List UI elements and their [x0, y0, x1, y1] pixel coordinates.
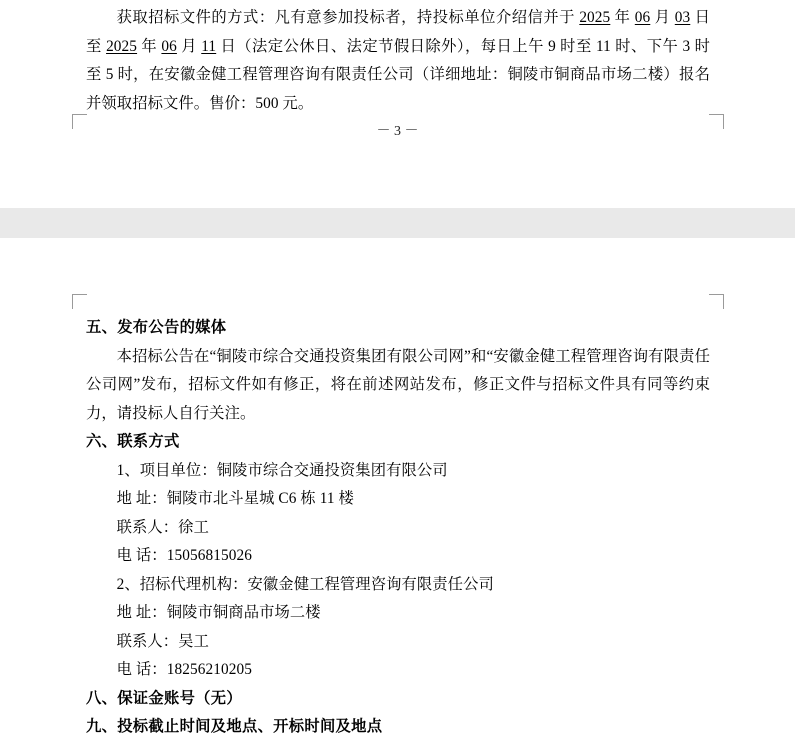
page-number-top: － 3 － [376, 124, 419, 139]
paragraph-tender-documents: 获取招标文件的方式：凡有意参加投标者，持投标单位介绍信并于 2025 年 06 月 03 日至 2025 年 06 月 11 日（法定公休日、法定节假日除外），每日上午 9 时至 11 时、下午 3 时至 5 时，在安徽金健工程管理咨询有限责任公司（详细地址：铜陵市铜商品市场二楼）报名并领取招标文件。售价：500 元。 [86, 9, 711, 112]
contact-line-owner: 1、项目单位：铜陵市综合交通投资集团有限公司 [116, 461, 448, 479]
paragraph-media: 本招标公告在“铜陵市综合交通投资集团有限公司网”和“安徽金健工程管理咨询有限责任公司网”发布，招标文件如有修正，将在前述网站发布，修正文件与招标文件具有同等约束力，请投标人自行关注。 [86, 347, 710, 422]
contact-line-agent-address: 地 址：铜陵市铜商品市场二楼 [116, 604, 321, 621]
contact-line-agent-phone: 电 话：18256210205 [116, 661, 252, 678]
heading-media: 五、发布公告的媒体 [86, 319, 227, 336]
date-end-day: 11 [201, 37, 217, 55]
page-gap [0, 208, 795, 238]
date-start-year: 2025 [579, 9, 611, 26]
document-page-top [0, 0, 795, 208]
document-page-bottom [0, 238, 795, 751]
date-start-month: 06 [634, 9, 651, 26]
contact-list [86, 457, 710, 685]
heading-contact: 六、联系方式 [86, 433, 180, 450]
contact-line-agent-person: 联系人：吴工 [116, 632, 209, 650]
contact-line-owner-person: 联系人：徐工 [116, 518, 209, 536]
page-bottom-body [86, 314, 710, 742]
date-end-year: 2025 [106, 37, 138, 55]
date-start-day: 03 [674, 9, 691, 26]
heading-bid-deadline: 九、投标截止时间及地点、开标时间及地点 [86, 718, 383, 735]
margin-mark-bottom-page-top-right [709, 294, 724, 309]
contact-line-owner-phone: 电 话：15056815026 [116, 547, 252, 564]
heading-deposit-account: 八、保证金账号（无） [86, 689, 242, 707]
date-end-month: 06 [161, 37, 177, 55]
contact-line-owner-address: 地 址：铜陵市北斗星城 C6 栋 11 楼 [116, 490, 354, 507]
contact-line-agent: 2、招标代理机构：安徽金健工程管理咨询有限责任公司 [116, 575, 494, 593]
margin-mark-bottom-page-top-left [72, 294, 87, 309]
page-top-body [86, 4, 710, 118]
